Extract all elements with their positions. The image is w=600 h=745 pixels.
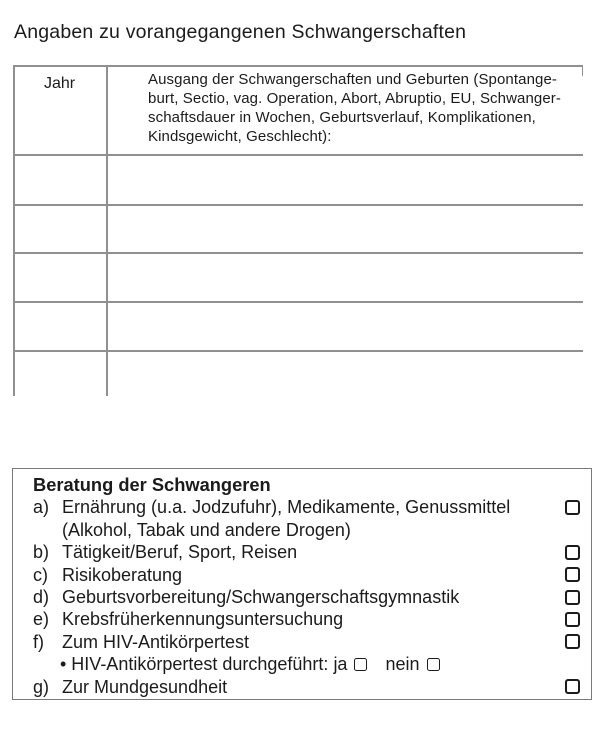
pregnancy-row-1-outcome-cell[interactable] <box>106 154 583 204</box>
counseling-item-a <box>33 496 580 541</box>
counseling-item-g <box>33 676 580 698</box>
outcome-header-line: Ausgang der Schwangerschaften und Geburten (Spontange- <box>148 71 558 88</box>
item-letter: b) <box>33 542 50 563</box>
item-text: Geburtsvorbereitung/Schwangerschaftsgymnastik <box>62 587 460 608</box>
checkbox-f[interactable] <box>565 634 580 649</box>
pregnancy-row-4-outcome-cell[interactable] <box>106 301 583 350</box>
page-title: Angaben zu vorangegangenen Schwangerschaften <box>14 21 467 43</box>
item-text: Zum HIV-Antikörpertest <box>62 631 250 652</box>
item-text: Tätigkeit/Beruf, Sport, Reisen <box>62 542 298 563</box>
pregnancy-row-2-year-cell[interactable] <box>13 204 106 252</box>
outcome-header-line: schaftsdauer in Wochen, Geburtsverlauf, Komplikationen, <box>148 109 536 126</box>
hiv-test-performed-row <box>60 653 580 675</box>
counseling-item-d <box>33 586 580 608</box>
pregnancy-row-5-year-cell[interactable] <box>13 350 106 396</box>
checkbox-a[interactable] <box>565 500 580 515</box>
pregnancy-row-3-outcome-cell[interactable] <box>106 252 583 301</box>
outcome-column-header <box>148 70 580 146</box>
item-letter: g) <box>33 676 50 697</box>
checkbox-c[interactable] <box>565 567 580 582</box>
counseling-panel <box>12 468 592 700</box>
checkbox-g[interactable] <box>565 679 580 694</box>
item-letter: a) <box>33 497 50 518</box>
item-letter: e) <box>33 609 50 630</box>
item-text: Risikoberatung <box>62 564 183 585</box>
checkbox-b[interactable] <box>565 545 580 560</box>
checkbox-e[interactable] <box>565 612 580 627</box>
counseling-item-c <box>33 564 580 586</box>
counseling-item-f <box>33 631 580 653</box>
pregnancy-row-4-year-cell[interactable] <box>13 301 106 350</box>
item-letter: d) <box>33 587 50 608</box>
item-text: Krebsfrüherkennungsuntersuchung <box>62 609 344 630</box>
item-text-line: Ernährung (u.a. Jodzufuhr), Medikamente, Genussmittel <box>62 497 511 518</box>
pregnancy-row-2-outcome-cell[interactable] <box>106 204 583 252</box>
pregnancy-row-5-outcome-cell[interactable] <box>106 350 583 396</box>
checkbox-d[interactable] <box>565 590 580 605</box>
counseling-panel-heading: Beratung der Schwangeren <box>33 474 271 495</box>
item-letter: c) <box>33 564 48 585</box>
table-top-border <box>13 65 583 67</box>
hiv-no-label: nein <box>385 654 420 675</box>
item-text-line: (Alkohol, Tabak und andere Drogen) <box>62 519 351 540</box>
counseling-item-e <box>33 608 580 630</box>
item-letter: f) <box>33 631 44 652</box>
previous-pregnancies-table <box>13 65 583 396</box>
hiv-yes-label: ja <box>333 654 348 675</box>
year-column-header: Jahr <box>43 75 76 92</box>
pregnancy-row-3-year-cell[interactable] <box>13 252 106 301</box>
item-text <box>62 496 565 541</box>
hiv-test-performed-label: • HIV-Antikörpertest durchgeführt: <box>60 654 329 675</box>
outcome-header-line: Kindsgewicht, Geschlecht): <box>148 128 332 145</box>
checkbox-hiv-nein[interactable] <box>427 658 440 671</box>
counseling-item-b <box>33 541 580 563</box>
checkbox-hiv-ja[interactable] <box>354 658 367 671</box>
pregnancy-row-1-year-cell[interactable] <box>13 154 106 204</box>
item-text: Zur Mundgesundheit <box>62 676 228 697</box>
table-right-border-tick <box>582 65 584 76</box>
outcome-header-line: burt, Sectio, vag. Operation, Abort, Abruptio, EU, Schwanger- <box>148 90 561 107</box>
